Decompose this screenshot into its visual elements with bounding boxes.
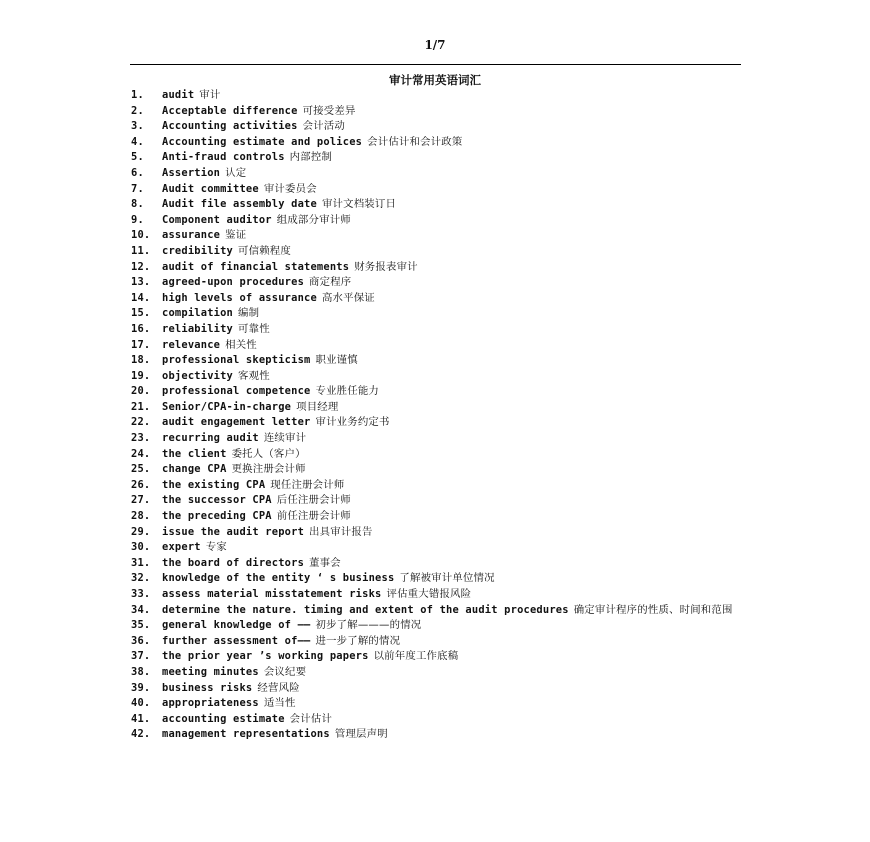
english-term: accounting estimate [162,712,285,725]
vocab-item [131,681,743,697]
item-body [162,525,743,541]
document-title: 审计常用英语词汇 [389,73,481,87]
english-term: the successor CPA [162,494,272,507]
item-number: 3. [131,120,144,133]
chinese-term: 连续审计 [263,432,307,445]
item-number: 38. [131,665,151,678]
english-term: Audit file assembly date [162,198,317,211]
vocab-item [131,119,743,135]
english-term: agreed-upon procedures [162,276,305,289]
item-number: 6. [131,166,144,179]
vocab-item [131,384,743,400]
item-body [162,556,743,572]
chinese-term: 编制 [238,307,260,320]
chinese-term: 组成部分审计师 [276,213,351,226]
english-term: Senior/CPA-in-charge [162,400,292,413]
chinese-term: 高水平保证 [321,291,375,304]
english-term: management representations [162,728,330,741]
chinese-term: 前任注册会计师 [276,510,351,523]
english-term: determine the nature. timing and extent of the audit procedures [162,603,569,616]
english-term: audit [162,89,195,101]
vocab-item [131,649,743,665]
vocab-item [131,665,743,681]
chinese-term: 出具审计报告 [309,525,373,538]
vocab-item [131,400,743,416]
chinese-term: 评估重大错报风险 [386,588,472,600]
english-term: further assessment of—— [162,634,311,647]
item-number: 24. [131,447,151,460]
item-number: 28. [131,510,151,523]
item-body [162,571,743,587]
english-term: change CPA [162,463,227,476]
vocab-item [131,696,743,712]
english-term: the board of directors [162,556,305,569]
vocab-item [131,712,743,728]
chinese-term: 相关性 [225,338,257,351]
vocab-item [131,727,743,743]
vocab-item [131,306,743,322]
vocab-item [131,540,743,556]
vocab-item [131,603,743,619]
item-body [162,291,743,307]
item-body [162,275,743,291]
english-term: general knowledge of —— [162,619,311,632]
header-rule [130,64,741,65]
item-number: 21. [131,400,151,413]
item-body [162,182,743,198]
item-number: 12. [131,260,151,273]
vocab-item [131,260,743,276]
item-number: 29. [131,525,151,538]
chinese-term: 可接受差异 [302,104,356,117]
english-term: assess material misstatement risks [162,588,382,600]
english-term: Acceptable difference [162,104,298,117]
item-number: 37. [131,650,151,663]
item-body [162,712,743,728]
item-number: 23. [131,432,151,445]
item-body [162,603,743,619]
vocab-item [131,478,743,494]
chinese-term: 职业谨慎 [315,354,358,367]
item-body [162,197,743,213]
chinese-term: 内部控制 [289,151,333,164]
item-number: 2. [131,104,144,117]
vocab-item [131,244,743,260]
chinese-term: 审计 [199,89,221,101]
english-term: audit of financial statements [162,260,350,273]
item-body [162,696,743,712]
vocab-item [131,88,743,104]
vocab-item [131,462,743,478]
item-body [162,478,743,494]
vocab-item [131,587,743,603]
english-term: professional skepticism [162,354,311,367]
item-number: 27. [131,494,151,507]
item-body [162,135,743,151]
chinese-term: 委托人（客户） [231,447,306,460]
item-body [162,228,743,244]
english-term: relevance [162,338,221,351]
item-body [162,88,743,104]
item-number: 7. [131,182,144,195]
chinese-term: 会计活动 [302,120,345,133]
item-body [162,649,743,665]
vocab-item [131,353,743,369]
english-term: issue the audit report [162,525,305,538]
item-number: 39. [131,681,151,694]
english-term: Assertion [162,166,221,179]
vocab-item [131,213,743,229]
english-term: Accounting estimate and polices [162,135,363,148]
english-term: objectivity [162,369,234,382]
item-body [162,587,743,603]
english-term: business risks [162,681,253,694]
item-number: 11. [131,244,151,257]
chinese-term: 项目经理 [296,400,339,413]
item-body [162,119,743,135]
item-body [162,338,743,354]
chinese-term: 更换注册会计师 [231,463,306,476]
chinese-term: 以前年度工作底稿 [373,650,459,663]
english-term: knowledge of the entity ‘ s business [162,572,395,585]
english-term: reliability [162,322,234,335]
english-term: recurring audit [162,432,259,445]
item-body [162,213,743,229]
vocab-item [131,493,743,509]
chinese-term: 会计估计和会计政策 [367,135,463,148]
item-number: 18. [131,354,151,367]
english-term: meeting minutes [162,665,259,678]
item-body [162,493,743,509]
english-term: audit engagement letter [162,416,311,429]
chinese-term: 会议纪要 [263,665,307,678]
item-body [162,509,743,525]
item-body [162,244,743,260]
english-term: the client [162,447,227,460]
vocab-item [131,104,743,120]
chinese-term: 现任注册会计师 [270,478,345,491]
chinese-term: 财务报表审计 [354,260,418,273]
item-number: 15. [131,307,151,320]
chinese-term: 了解被审计单位情况 [399,572,495,585]
chinese-term: 客观性 [238,369,270,382]
chinese-term: 董事会 [309,556,341,569]
item-body [162,634,743,650]
item-number: 22. [131,416,151,429]
item-body [162,150,743,166]
chinese-term: 审计文档装订日 [321,198,397,211]
chinese-term: 确定审计程序的性质、时间和范围 [573,603,733,616]
vocab-item [131,150,743,166]
english-term: credibility [162,244,234,257]
english-term: compilation [162,307,234,320]
item-number: 1. [131,89,144,101]
english-term: expert [162,541,201,554]
vocab-item [131,182,743,198]
chinese-term: 初步了解———的情况 [315,619,422,632]
item-number: 34. [131,603,151,616]
vocab-item [131,135,743,151]
vocab-item [131,369,743,385]
item-number: 9. [131,213,144,226]
item-body [162,665,743,681]
item-body [162,727,743,743]
item-body [162,462,743,478]
item-number: 32. [131,572,151,585]
item-number: 8. [131,198,144,211]
english-term: the existing CPA [162,478,266,491]
chinese-term: 后任注册会计师 [276,494,351,507]
item-body [162,540,743,556]
item-number: 17. [131,338,151,351]
item-body [162,322,743,338]
chinese-term: 进一步了解的情况 [315,634,401,647]
vocab-item [131,338,743,354]
english-term: Component auditor [162,213,272,226]
item-body [162,353,743,369]
item-number: 26. [131,478,151,491]
vocab-item [131,556,743,572]
item-body [162,431,743,447]
chinese-term: 会计估计 [289,712,333,725]
item-body [162,166,743,182]
vocab-item [131,618,743,634]
chinese-term: 认定 [225,166,247,179]
chinese-term: 适当性 [263,697,296,710]
vocab-item [131,525,743,541]
vocab-item [131,509,743,525]
chinese-term: 可信赖程度 [238,244,291,257]
english-term: high levels of assurance [162,291,317,304]
vocab-item [131,415,743,431]
page-number: 1/7 [424,38,446,52]
chinese-term: 专家 [205,541,227,554]
item-number: 19. [131,369,151,382]
chinese-term: 审计委员会 [263,182,317,195]
vocab-item [131,275,743,291]
item-number: 13. [131,276,151,289]
item-body [162,260,743,276]
chinese-term: 审计业务约定书 [315,416,390,429]
vocab-item [131,291,743,307]
vocab-item [131,228,743,244]
item-number: 33. [131,588,151,600]
english-term: Accounting activities [162,120,298,133]
chinese-term: 管理层声明 [334,728,388,741]
item-number: 35. [131,619,151,632]
vocab-item [131,197,743,213]
item-number: 41. [131,712,151,725]
item-number: 40. [131,697,151,710]
item-body [162,104,743,120]
english-term: the prior year ’s working papers [162,650,369,663]
vocab-item [131,634,743,650]
english-term: the preceding CPA [162,510,272,523]
chinese-term: 经营风险 [257,681,300,694]
chinese-term: 专业胜任能力 [315,385,380,398]
item-number: 30. [131,541,151,554]
item-body [162,384,743,400]
item-body [162,369,743,385]
item-body [162,681,743,697]
english-term: appropriateness [162,697,259,710]
item-body [162,306,743,322]
item-body [162,400,743,416]
item-body [162,447,743,463]
item-body [162,415,743,431]
english-term: Audit committee [162,182,259,195]
english-term: professional competence [162,385,311,398]
vocab-item [131,166,743,182]
english-term: assurance [162,229,221,242]
chinese-term: 可靠性 [238,322,270,335]
item-number: 42. [131,728,151,741]
vocab-item [131,447,743,463]
vocab-item [131,571,743,587]
vocab-item [131,322,743,338]
item-number: 31. [131,556,151,569]
item-body [162,618,743,634]
item-number: 20. [131,385,151,398]
item-number: 16. [131,322,151,335]
chinese-term: 商定程序 [309,276,352,289]
item-number: 14. [131,291,151,304]
item-number: 5. [131,151,144,164]
vocabulary-list [131,88,743,743]
english-term: Anti-fraud controls [162,151,285,164]
item-number: 25. [131,463,151,476]
item-number: 4. [131,135,144,148]
chinese-term: 鉴证 [225,229,247,242]
vocab-item [131,431,743,447]
item-number: 36. [131,634,151,647]
item-number: 10. [131,229,151,242]
